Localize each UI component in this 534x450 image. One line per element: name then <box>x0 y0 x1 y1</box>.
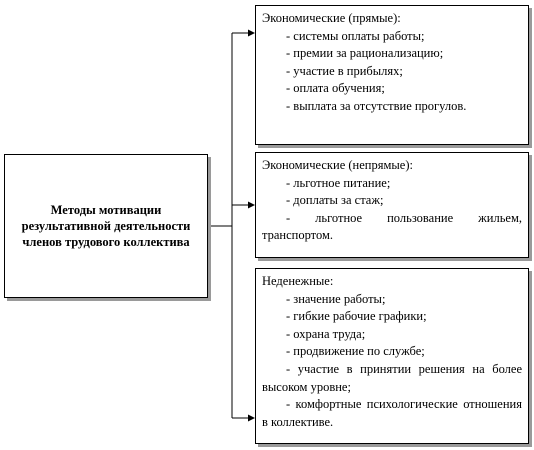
list-item: - значение работы; <box>286 291 386 306</box>
motivation-methods-title: Методы мотивации результативной деятельности членов трудового коллектива <box>21 203 191 249</box>
list-item: - доплаты за стаж; <box>286 193 384 208</box>
list-item: - выплата за отсутствие прогулов. <box>286 98 467 113</box>
list-item: - льготное пользование жильем, транспортом. <box>262 210 522 243</box>
list-item: - участие в прибылях; <box>286 63 403 78</box>
list-item: - охрана труда; <box>286 326 366 341</box>
list-item: - премии за рационализацию; <box>286 46 444 61</box>
motivation-methods-box <box>4 154 208 298</box>
direct-economic-methods-box <box>255 5 529 145</box>
non-monetary-heading: Неденежные: <box>262 274 334 288</box>
list-item: - льготное питание; <box>286 175 391 190</box>
list-item: - участие в принятии решения на более высоком уровне; <box>262 361 522 394</box>
list-item: - оплата обучения; <box>286 81 385 96</box>
non-monetary-methods-box <box>255 268 529 444</box>
indirect-economic-heading: Экономические (непрямые): <box>262 158 413 172</box>
list-item: - продвижение по службе; <box>286 344 425 359</box>
list-item: - комфортные психологические отношения в коллективе. <box>262 397 522 429</box>
indirect-economic-methods-box <box>255 152 529 258</box>
list-item: - системы оплаты работы; <box>286 28 425 43</box>
list-item: - гибкие рабочие графики; <box>286 309 427 324</box>
direct-economic-heading: Экономические (прямые): <box>262 11 401 25</box>
